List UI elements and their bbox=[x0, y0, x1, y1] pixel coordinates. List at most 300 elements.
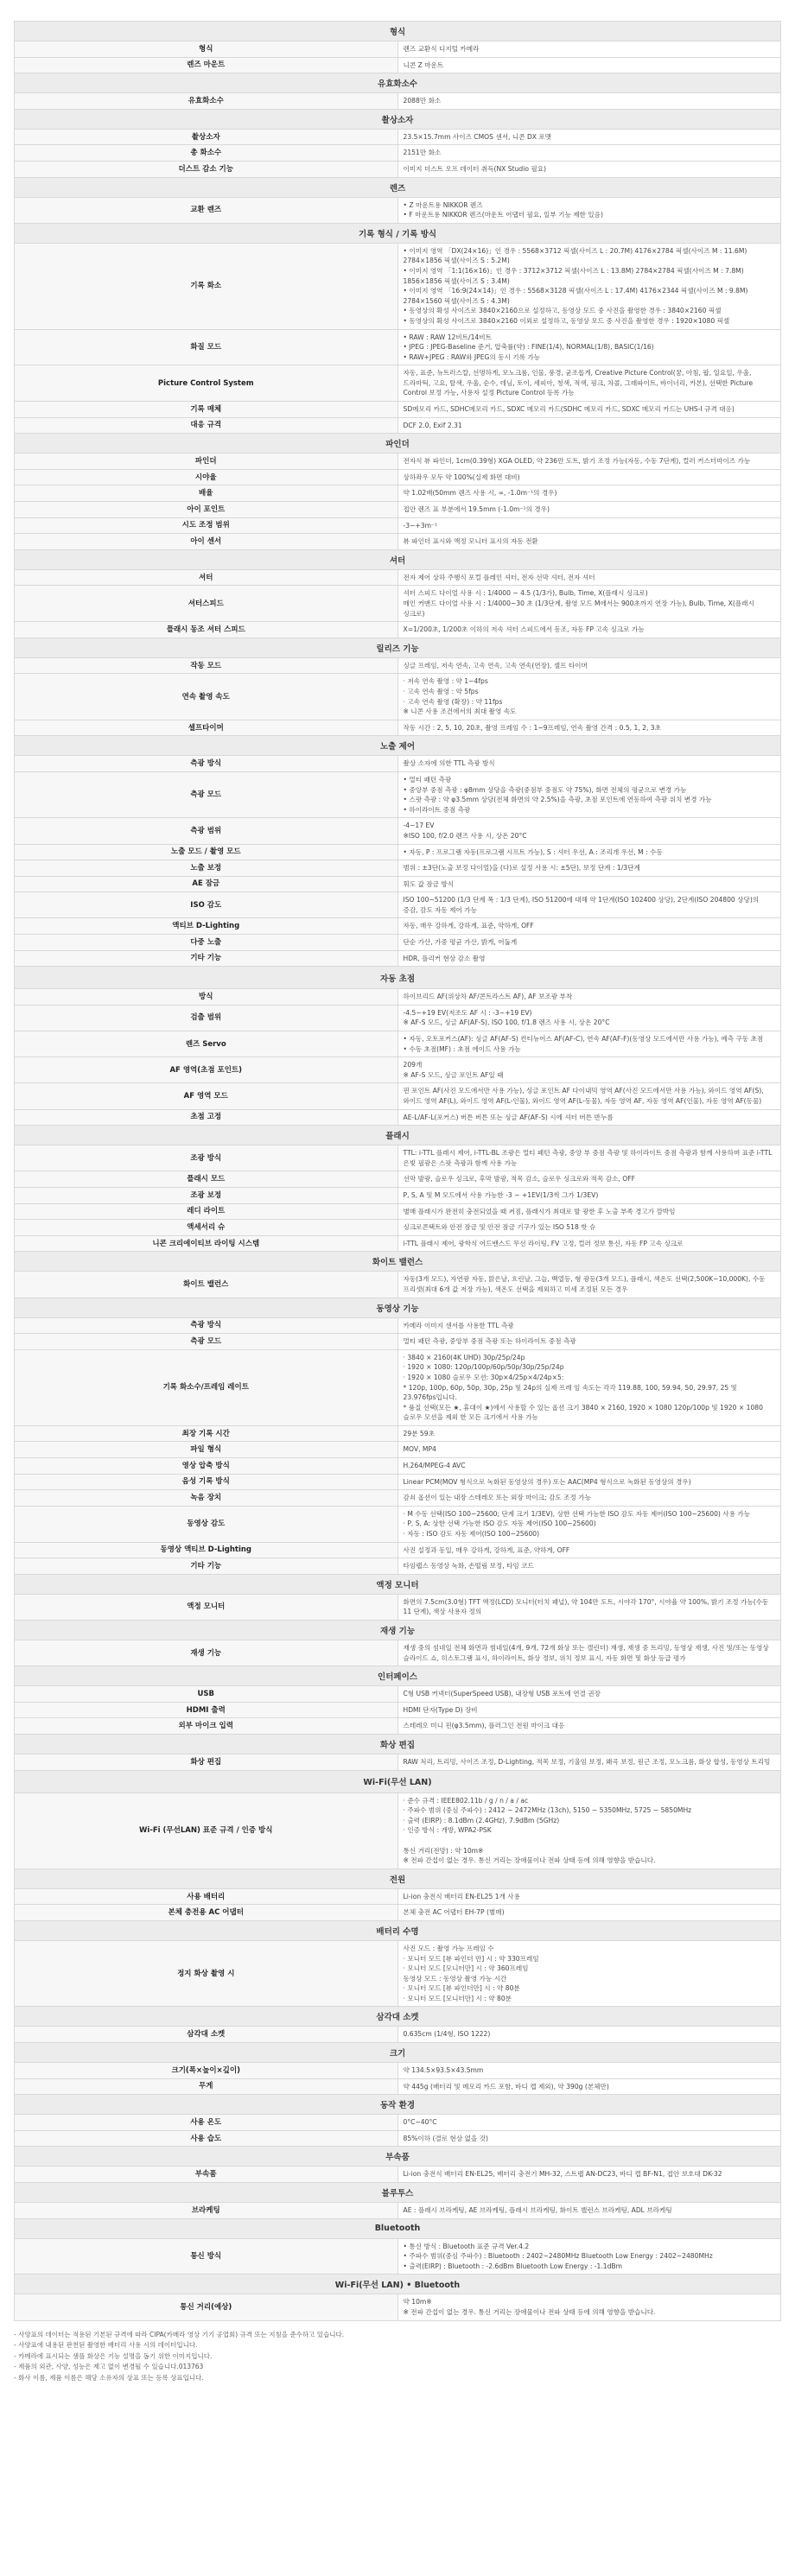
spec-value bbox=[398, 454, 781, 470]
spec-value bbox=[398, 876, 781, 892]
spec-value-line: • JPEG : JPEG-Baseline 준거, 압축률(약) : FINE(1/4), NORMAL(1/8), BASIC(1/16) bbox=[403, 343, 654, 352]
spec-value-line: X=1/200초, 1/200초 이하의 저속 셔터 스피드에서 동조, 자동 FP 고속 싱크로 가능 bbox=[403, 625, 645, 634]
section-title: 배터리 수명 bbox=[15, 1920, 781, 1940]
spec-sheet bbox=[14, 0, 781, 2401]
section-title: 노출 제어 bbox=[15, 736, 781, 756]
spec-row bbox=[15, 93, 781, 110]
footnote-line: - 화사 이름, 제품 이름은 해당 소유자의 상표 또는 등록 상표입니다. bbox=[14, 2373, 204, 2382]
section-title: 자동 초점 bbox=[15, 967, 781, 989]
spec-row bbox=[15, 1558, 781, 1575]
section-header bbox=[15, 22, 781, 41]
spec-row bbox=[15, 657, 781, 674]
spec-label: 파일 형식 bbox=[15, 1442, 398, 1458]
spec-value-line: 화면의 7.5cm(3.0형) TFT 액정(LCD) 모니터(터치 패널), 약 104만 도트, 시야각 170°, 시야율 약 100%, 밝기 조정 가능(수동 11 단계), 색상 사용자 정의 bbox=[403, 1597, 769, 1616]
spec-value-line: ※ AF-S 모드, 싱글 포인트 AF일 때 bbox=[403, 1070, 504, 1079]
spec-row bbox=[15, 622, 781, 638]
spec-value bbox=[398, 1109, 781, 1126]
spec-value-line: Li-ion 충전식 배터리 EN-EL25, 배터리 충전기 MH-32, 스트랩 AN-DC23, 바디 캡 BF-N1, 접안 보호대 DK-32 bbox=[403, 2170, 722, 2179]
spec-value-line: 단순 가산, 가중 평균 가산, 밝게, 어둡게 bbox=[403, 938, 518, 947]
spec-value bbox=[398, 1792, 781, 1869]
spec-value bbox=[398, 402, 781, 418]
spec-value-line: 타임랩스 동영상 녹화, 손떨림 보정, 타임 코드 bbox=[403, 1562, 534, 1570]
spec-value-line: * 120p, 100p, 60p, 50p, 30p, 25p 및 24p의 실제 프레 임 속도는 각각 119.88, 100, 59.94, 50, 29.97, 25 및 23.976fps입니다. bbox=[403, 1383, 737, 1402]
spec-label: 녹음 장치 bbox=[15, 1490, 398, 1507]
spec-value-line: 재생 중의 섬네일 전체 화면과 썸네일(4개, 9개, 72개 화상 또는 캘린더) 재생, 재생 중 트리밍, 동영상 재생, 사진 및/또는 동영상 슬라이드 쇼, 히스토그램 표시, 하이라이트, 화상 정보, 위치 정보 표시, 자동 화면 및 화상 등급 평가 bbox=[403, 1644, 769, 1662]
section-header bbox=[15, 177, 781, 197]
section-title: 크기 bbox=[15, 2043, 781, 2063]
spec-row bbox=[15, 1109, 781, 1126]
section-title: 액정 모니터 bbox=[15, 1574, 781, 1594]
spec-value bbox=[398, 720, 781, 736]
spec-label: 초점 고정 bbox=[15, 1109, 398, 1126]
spec-label: 시도 조정 범위 bbox=[15, 517, 398, 534]
spec-value-line: • 출력(EIRP) : Bluetooth : -2.6dBm Bluetooth Low Energy : -1.1dBm bbox=[403, 2262, 623, 2270]
spec-value-line: 휘도 값 잠금 방식 bbox=[403, 879, 455, 888]
spec-value-line: • 이미지 영역 「DX(24×16)」인 경우 : 5568×3712 픽셀(사이즈 L : 20.7M) 4176×2784 픽셀(사이즈 M : 11.6M) 2784×1856 픽셀(사이즈 S : 5.2M) bbox=[403, 246, 747, 265]
spec-value-line: 접안 렌즈 표 부분에서 19.5mm (-1.0m⁻¹의 경우) bbox=[403, 505, 550, 514]
spec-row bbox=[15, 950, 781, 967]
section-title: Wi-Fi(무선 LAN) bbox=[15, 1770, 781, 1792]
spec-row bbox=[15, 771, 781, 817]
spec-value bbox=[398, 1057, 781, 1083]
spec-row bbox=[15, 1317, 781, 1334]
spec-value-line bbox=[404, 1836, 776, 1846]
section-title: 유효화소수 bbox=[15, 73, 781, 93]
spec-value-line: • RAW : RAW 12비트/14비트 bbox=[403, 333, 492, 341]
section-header bbox=[15, 1734, 781, 1754]
section-title: 렌즈 bbox=[15, 177, 781, 197]
spec-row bbox=[15, 569, 781, 586]
spec-value-line: • 주파수 범위(중심 주파수) : Bluetooth : 2402~2480MHz Bluetooth Low Energy : 2402~2480MHz bbox=[403, 2252, 713, 2261]
spec-value-line: 자동, 표준, 뉴트러스칼, 선명하게, 모노크롬, 인물, 풍경, 균조롭게, Creative Picture Control(꿈, 아침, 팝, 일요일, 우울, 드라마틱, 고요, 탈색, 우울, 순수, 데님, 토이, 세피아, 청색, 적색, 핑크, 차콜, 그래파이트, 바이너리, 카본), 선택한 Picture Control 보정 가능, 사용자 설정 Picture Control 등록 가능 bbox=[403, 369, 754, 397]
spec-value-line: HDMI 단자(Type D) 장비 bbox=[403, 1705, 478, 1714]
spec-value-line: 싱크로콘택트와 안전 잠금 및 안전 잠금 기구가 있는 ISO 518 핫 슈 bbox=[403, 1223, 596, 1232]
spec-label: 측광 범위 bbox=[15, 818, 398, 844]
spec-value bbox=[398, 534, 781, 550]
spec-value-line: · 주파수 범위 (중심 주파수) : 2412 ~ 2472MHz (13ch), 5150 ~ 5350MHz, 5725 ~ 5850MHz bbox=[403, 1806, 692, 1815]
spec-value bbox=[398, 771, 781, 817]
spec-label: 노출 보정 bbox=[15, 860, 398, 877]
spec-row bbox=[15, 1442, 781, 1458]
spec-label: 외부 마이크 입력 bbox=[15, 1718, 398, 1735]
spec-value bbox=[398, 1686, 781, 1703]
spec-value-line: · 모니터 모드 [뷰 파인더 만] 시 : 약 330프레임 bbox=[403, 1954, 539, 1963]
spec-value bbox=[398, 2238, 781, 2275]
spec-value-line: • 자동, P : 프로그램 자동(프로그램 시프트 가능), S : 셔터 우선, A : 조리개 우선, M : 수동 bbox=[403, 847, 663, 856]
spec-value-line: · 자동 : ISO 감도 자동 제어(ISO 100~25600) bbox=[403, 1530, 540, 1539]
spec-label: 기타 기능 bbox=[15, 1558, 398, 1575]
spec-value-line: RAW 처리, 트리밍, 사이즈 조정, D-Lighting, 적목 보정, 기울임 보정, 왜곡 보정, 원근 조정, 모노크롬, 화상 합성, 동영상 트리밍 bbox=[403, 1757, 771, 1766]
spec-value bbox=[398, 1203, 781, 1220]
spec-value-line: 전자식 뷰 파인더, 1cm(0.39형) XGA OLED, 약 236만 도트, 밝기 조정 가능(자동, 수동 7단계), 컬러 커스터마이즈 가능 bbox=[403, 457, 751, 466]
spec-label: 통신 거리(예상) bbox=[15, 2294, 398, 2320]
spec-value-line: • F 마운트용 NIKKOR 렌즈(마운트 어댑터 필요, 일부 기능 제한 있음) bbox=[403, 211, 603, 219]
spec-value-line: 사진 설정과 동일, 매우 강하게, 강하게, 표준, 약하게, OFF bbox=[403, 1545, 570, 1554]
spec-row bbox=[15, 1425, 781, 1442]
spec-value-line: 촬상 소자에 의한 TTL 측광 방식 bbox=[403, 759, 495, 768]
spec-value-line: • 스팟 측광 : 약 φ3.5mm 상당(전체 화면의 약 2.5%)을 측광, 초점 포인트에 연동하여 측광 위치 변경 가능 bbox=[403, 796, 712, 804]
spec-label: 액정 모니터 bbox=[15, 1594, 398, 1620]
spec-value bbox=[398, 1083, 781, 1109]
section-header bbox=[15, 1920, 781, 1940]
spec-value-line: 전자 제어 상하 주행식 포컬 플레인 셔터, 전자 선막 셔터, 전자 셔터 bbox=[403, 573, 595, 581]
spec-value-line: H.264/MPEG-4 AVC bbox=[403, 1462, 466, 1470]
spec-label: 최장 기록 시간 bbox=[15, 1425, 398, 1442]
spec-value-line: · 고속 연속 촬영 : 약 5fps bbox=[403, 687, 479, 695]
spec-value bbox=[398, 2063, 781, 2079]
spec-row bbox=[15, 2203, 781, 2219]
spec-row bbox=[15, 1057, 781, 1083]
section-title: 재생 기능 bbox=[15, 1621, 781, 1640]
footnote-line: - 카메라에 표시되는 샘플 화상은 기능 설명을 돕기 위한 이미지입니다. bbox=[14, 2351, 213, 2360]
spec-value-line: 범위 : ±3단(노출 보정 다이얼)을 (다)로 설정 사용 시: ±5단), 보정 단계 : 1/3단계 bbox=[403, 864, 640, 872]
spec-value bbox=[398, 844, 781, 860]
section-title: 화상 편집 bbox=[15, 1734, 781, 1754]
spec-row bbox=[15, 1334, 781, 1350]
section-header bbox=[15, 1770, 781, 1792]
spec-value-line: ※ AF-S 모드, 싱글 AF(AF-S), ISO 100, f/1.8 렌즈 사용 시, 상온 20°C bbox=[403, 1018, 610, 1027]
spec-value bbox=[398, 2294, 781, 2320]
spec-row bbox=[15, 892, 781, 918]
spec-row bbox=[15, 1754, 781, 1770]
spec-row bbox=[15, 145, 781, 162]
spec-row bbox=[15, 1905, 781, 1921]
spec-value-line: 멀티 패턴 측광, 중앙부 중점 측광 또는 하이라이트 중점 측광 bbox=[403, 1337, 576, 1346]
spec-row bbox=[15, 674, 781, 720]
spec-label: 부속품 bbox=[15, 2167, 398, 2183]
section-title: 파인더 bbox=[15, 434, 781, 454]
section-title: 전원 bbox=[15, 1869, 781, 1888]
spec-label: 노출 모드 / 촬영 모드 bbox=[15, 844, 398, 860]
spec-row bbox=[15, 365, 781, 402]
spec-value-line: 자동(3개 모드), 자연광 자동, 맑은날, 흐린날, 그늘, 백열등, 형 광등(3개 모드), 플래시, 색온도 선택(2,500K~10,000K), 수동 프리셋(최대 6개 값 저장 가능), 색온도 선택을 제외하고 미세 조정된 모든 경우 bbox=[403, 1275, 766, 1293]
spec-row bbox=[15, 2294, 781, 2320]
spec-label: 형식 bbox=[15, 41, 398, 58]
spec-label: 작동 모드 bbox=[15, 657, 398, 674]
spec-value bbox=[398, 1558, 781, 1575]
spec-value-line: · 1920 × 1080: 120p/100p/60p/50p/30p/25p/24p bbox=[403, 1363, 564, 1372]
spec-value-line: 동영상 모드 : 동영상 촬영 가능 시간 bbox=[403, 1974, 507, 1983]
spec-label: HDMI 출력 bbox=[15, 1702, 398, 1718]
spec-label: 총 화소수 bbox=[15, 145, 398, 162]
spec-value-line: • 동영상의 확성 사이즈로 3840×2160 이외로 설정하고, 동영상 모드 중 사진을 촬영한 경우 : 1920×1080 픽셀 bbox=[403, 316, 730, 325]
spec-value-line: 하이브리드 AF(위상차 AF/콘트라스트 AF), AF 보조광 부착 bbox=[403, 993, 573, 1001]
section-title: 삼각대 소켓 bbox=[15, 2007, 781, 2027]
spec-value bbox=[398, 93, 781, 110]
spec-table bbox=[14, 21, 781, 2321]
spec-row bbox=[15, 329, 781, 365]
spec-label: 사용 습도 bbox=[15, 2130, 398, 2147]
spec-label: 기록 매체 bbox=[15, 402, 398, 418]
section-header bbox=[15, 73, 781, 93]
spec-value bbox=[398, 1171, 781, 1188]
spec-label: 기록 화소 bbox=[15, 243, 398, 329]
spec-label: 동영상 감도 bbox=[15, 1506, 398, 1542]
spec-value bbox=[398, 1272, 781, 1298]
spec-value-line: ISO 100~51200 (1/3 단계 폭 : 1/3 단계), ISO 51200에 대해 약 1단계(ISO 102400 상당), 2단계(ISO 204800 상당)의 증감, 감도 자동 제어 가능 bbox=[403, 896, 760, 914]
spec-value-line: 약 10m※ bbox=[403, 2298, 432, 2306]
spec-value bbox=[398, 1349, 781, 1425]
spec-label: 아이 포인트 bbox=[15, 502, 398, 518]
spec-value bbox=[398, 1594, 781, 1620]
section-header bbox=[15, 2095, 781, 2115]
spec-value bbox=[398, 469, 781, 485]
spec-value bbox=[398, 818, 781, 844]
spec-label: 기타 기능 bbox=[15, 950, 398, 967]
section-header bbox=[15, 1252, 781, 1272]
spec-row bbox=[15, 129, 781, 145]
spec-value-line: 2088만 화소 bbox=[403, 97, 442, 105]
spec-value bbox=[398, 1888, 781, 1905]
spec-label: 동영상 액티브 D-Lighting bbox=[15, 1542, 398, 1558]
spec-value-line: Linear PCM(MOV 형식으로 녹화된 동영상의 경우) 또는 AAC(MP4 형식으로 녹화된 동영상의 경우) bbox=[403, 1477, 691, 1486]
spec-row bbox=[15, 1702, 781, 1718]
spec-row bbox=[15, 2115, 781, 2131]
spec-label: 연속 촬영 속도 bbox=[15, 674, 398, 720]
section-title: 부속품 bbox=[15, 2147, 781, 2167]
spec-label: 측광 방식 bbox=[15, 1317, 398, 1334]
spec-value-line: 0.635cm (1/4형, ISO 1222) bbox=[403, 2030, 491, 2039]
section-header bbox=[15, 2218, 781, 2238]
spec-label: 본체 충전용 AC 어댑터 bbox=[15, 1905, 398, 1921]
spec-label: 측광 모드 bbox=[15, 1334, 398, 1350]
spec-label: 액티브 D-Lighting bbox=[15, 918, 398, 935]
spec-label: AE 잠금 bbox=[15, 876, 398, 892]
spec-row bbox=[15, 2027, 781, 2043]
spec-label: 측광 모드 bbox=[15, 771, 398, 817]
spec-value-line: 85%이하 (결로 현상 없을 것) bbox=[403, 2134, 488, 2142]
spec-value bbox=[398, 329, 781, 365]
spec-label: 플래시 모드 bbox=[15, 1171, 398, 1188]
spec-value-line: • 이미지 영역 「1:1(16×16)」인 경우 : 3712×3712 픽셀(사이즈 L : 13.8M) 2784×2784 픽셀(사이즈 M : 7.8M) 1856×1856 픽셀(사이즈 S : 3.4M) bbox=[403, 266, 744, 285]
footnote-line: - 사양표에 내용된 판천된 촬영한 배터리 사용 시의 데이터입니다. bbox=[14, 2341, 198, 2350]
spec-row bbox=[15, 2063, 781, 2079]
spec-row bbox=[15, 935, 781, 951]
spec-row bbox=[15, 1005, 781, 1031]
spec-row bbox=[15, 756, 781, 772]
spec-value-line: 렌즈 교환식 디지털 카메라 bbox=[403, 45, 480, 53]
spec-row bbox=[15, 454, 781, 470]
spec-value bbox=[398, 1542, 781, 1558]
spec-value-line: 29분 59초 bbox=[403, 1429, 435, 1437]
spec-row bbox=[15, 1506, 781, 1542]
spec-label: 크기(폭×높이×깊이) bbox=[15, 2063, 398, 2079]
spec-row bbox=[15, 989, 781, 1006]
spec-value-line: • RAW+JPEG : RAW와 JPEG의 동시 기록 가능 bbox=[403, 352, 540, 361]
spec-row bbox=[15, 1640, 781, 1666]
spec-value bbox=[398, 1031, 781, 1057]
spec-label: 조광 방식 bbox=[15, 1145, 398, 1171]
spec-value-line: * 품질 선택(모든 ★, 휴대이 ★)에서 사용할 수 있는 옵션 크기 3840 × 2160, 1920 × 1080 120p/100p 및 1920 × 1080 슬로우 모션을 제외 한 모든 크기에서 사용 가능 bbox=[403, 1403, 763, 1422]
spec-row bbox=[15, 918, 781, 935]
spec-row bbox=[15, 41, 781, 58]
spec-label: 기록 화소수/프레임 레이트 bbox=[15, 1349, 398, 1425]
spec-value bbox=[398, 1458, 781, 1475]
spec-value-line: 약 134.5×93.5×43.5mm bbox=[403, 2066, 484, 2075]
spec-label: 사용 온도 bbox=[15, 2115, 398, 2131]
spec-row bbox=[15, 1235, 781, 1252]
spec-label: 레디 라이트 bbox=[15, 1203, 398, 1220]
spec-value-line: 별매 플래시가 완전히 충전되었을 때 켜짐, 플래시가 최대로 발 광한 후 노출 부족 경고가 깜박임 bbox=[403, 1207, 676, 1215]
spec-row bbox=[15, 2078, 781, 2095]
spec-label: 정지 화상 촬영 시 bbox=[15, 1940, 398, 2007]
section-header bbox=[15, 2007, 781, 2027]
spec-value-line: · 모니터 모드 [뷰 파인더만] 시 : 약 80분 bbox=[403, 1984, 520, 1993]
spec-value-line: 카메라 이미지 센서를 사용한 TTL 측광 bbox=[403, 1321, 514, 1329]
spec-value-line: • 동영상의 확성 사이즈로 3840×2160으로 설정하고, 동영상 모드 중 사진을 촬영한 경우 : 3840×2160 픽셀 bbox=[403, 307, 722, 315]
spec-value bbox=[398, 417, 781, 434]
spec-value-line: 셔터 스피드 다이얼 사용 시 : 1/4000 ~ 4.5 (1/3가), Bulb, Time, X(플래시 싱크로) bbox=[403, 589, 648, 598]
section-header bbox=[15, 223, 781, 243]
spec-value-line: DCF 2.0, Exif 2.31 bbox=[403, 421, 462, 429]
spec-value bbox=[398, 1145, 781, 1171]
spec-value bbox=[398, 1187, 781, 1203]
spec-label: 화상 편집 bbox=[15, 1754, 398, 1770]
spec-value-line: 이미지 더스트 오프 데이터 취득(NX Studio 필요) bbox=[403, 164, 547, 173]
spec-label: 액세서리 슈 bbox=[15, 1220, 398, 1236]
spec-value-line: 자동, 매우 강하게, 강하게, 표준, 약하게, OFF bbox=[403, 922, 534, 930]
spec-value-line: 0°C~40°C bbox=[403, 2118, 437, 2127]
section-title: 기록 형식 / 기록 방식 bbox=[15, 223, 781, 243]
spec-row bbox=[15, 502, 781, 518]
spec-value-line: 2151만 화소 bbox=[403, 149, 442, 157]
spec-row bbox=[15, 1686, 781, 1703]
spec-row bbox=[15, 57, 781, 73]
spec-value-line: · 모니터 모드 [모니터만] 시 : 약 80분 bbox=[403, 1994, 512, 2002]
section-title: 셔터 bbox=[15, 549, 781, 569]
spec-row bbox=[15, 1542, 781, 1558]
spec-value-line: ※ 전파 간섭이 없는 경우. 통신 거리는 장애물이나 전파 상태 등에 의해 영향을 받습니다. bbox=[403, 2308, 656, 2316]
spec-row bbox=[15, 1474, 781, 1490]
spec-value-line: -4.5~+19 EV(저조도 AF 시 : -3~+19 EV) bbox=[403, 1008, 532, 1017]
spec-value-line: • 통신 방식 : Bluetooth 표준 규격 Ver.4.2 bbox=[403, 2242, 530, 2250]
spec-value bbox=[398, 129, 781, 145]
spec-value bbox=[398, 674, 781, 720]
spec-label: 사용 배터리 bbox=[15, 1888, 398, 1905]
spec-value-line: · 3840 × 2160(4K UHD) 30p/25p/24p bbox=[403, 1353, 525, 1361]
spec-label: 니콘 크리에이티브 라이팅 시스템 bbox=[15, 1235, 398, 1252]
spec-row bbox=[15, 1458, 781, 1475]
spec-value bbox=[398, 1474, 781, 1490]
spec-label: 음성 기록 방식 bbox=[15, 1474, 398, 1490]
spec-label: ISO 감도 bbox=[15, 892, 398, 918]
spec-value-line: 209개 bbox=[403, 1061, 423, 1069]
spec-row bbox=[15, 1187, 781, 1203]
spec-label: 측광 방식 bbox=[15, 756, 398, 772]
spec-value bbox=[398, 892, 781, 918]
spec-label: AF 영역 모드 bbox=[15, 1083, 398, 1109]
spec-row bbox=[15, 1888, 781, 1905]
spec-value-line: · 준수 규격 : IEEE802.11b / g / n / a / ac bbox=[403, 1796, 529, 1805]
spec-label: 화질 모드 bbox=[15, 329, 398, 365]
section-header bbox=[15, 434, 781, 454]
spec-row bbox=[15, 417, 781, 434]
spec-row bbox=[15, 1940, 781, 2007]
spec-value bbox=[398, 935, 781, 951]
spec-label: 검출 범위 bbox=[15, 1005, 398, 1031]
spec-value bbox=[398, 1235, 781, 1252]
spec-value bbox=[398, 1442, 781, 1458]
spec-value bbox=[398, 918, 781, 935]
spec-value-line: Li-ion 충전식 배터리 EN-EL25 1개 사용 bbox=[403, 1892, 520, 1900]
spec-value bbox=[398, 2203, 781, 2219]
spec-value bbox=[398, 569, 781, 586]
spec-label: 셀프타이머 bbox=[15, 720, 398, 736]
spec-row bbox=[15, 469, 781, 485]
spec-value bbox=[398, 1425, 781, 1442]
spec-label: 삼각대 소켓 bbox=[15, 2027, 398, 2043]
spec-value bbox=[398, 1506, 781, 1542]
section-header bbox=[15, 1574, 781, 1594]
spec-value-line: C형 USB 커넥터(SuperSpeed USB), 내장형 USB 포트에 연결 권장 bbox=[403, 1690, 601, 1698]
section-header bbox=[15, 1298, 781, 1317]
spec-row bbox=[15, 2130, 781, 2147]
section-header bbox=[15, 1126, 781, 1145]
spec-value-line: · 1920 × 1080 슬로우 모션: 30p×4/25p×4/24p×5: bbox=[403, 1373, 564, 1381]
spec-value bbox=[398, 145, 781, 162]
spec-value bbox=[398, 2115, 781, 2131]
spec-row bbox=[15, 243, 781, 329]
section-title: 동영상 기능 bbox=[15, 1298, 781, 1317]
spec-row bbox=[15, 720, 781, 736]
spec-label: 대응 규격 bbox=[15, 417, 398, 434]
spec-value-line: · 출력 (EIRP) : 8.1dBm (2.4GHz), 7.9dBm (5GHz) bbox=[403, 1816, 560, 1824]
section-title: 화이트 밸런스 bbox=[15, 1252, 781, 1272]
spec-row bbox=[15, 1490, 781, 1507]
section-title: 인터페이스 bbox=[15, 1666, 781, 1686]
spec-row bbox=[15, 161, 781, 177]
spec-label: 방식 bbox=[15, 989, 398, 1006]
section-header bbox=[15, 109, 781, 129]
spec-value-line: ※ 전파 간섭이 없는 경우. 통신 거리는 장애물이나 전파 상태 등에 의해 영향을 받습니다. bbox=[403, 1856, 656, 1865]
spec-label: 다중 노출 bbox=[15, 935, 398, 951]
spec-label: 시야율 bbox=[15, 469, 398, 485]
spec-value-line: • 멀티 패턴 측광 bbox=[403, 775, 452, 784]
spec-value-line: AE : 플래시 브라케팅, AE 브라케팅, 플래시 브라케팅, 화이트 밸런스 브라케팅, ADL 브라케팅 bbox=[403, 2206, 672, 2215]
spec-label: 렌즈 마운트 bbox=[15, 57, 398, 73]
spec-value bbox=[398, 517, 781, 534]
spec-value-line: • Z 마운트용 NIKKOR 렌즈 bbox=[403, 200, 483, 209]
spec-label: Picture Control System bbox=[15, 365, 398, 402]
spec-value bbox=[398, 756, 781, 772]
spec-label: USB bbox=[15, 1686, 398, 1703]
spec-value-line: 약 1.02배(50mm 렌즈 사용 시, ∞, -1.0m⁻¹의 경우) bbox=[403, 489, 557, 498]
section-header bbox=[15, 967, 781, 989]
section-title: Wi-Fi(무선 LAN) • Bluetooth bbox=[15, 2275, 781, 2294]
section-title: Bluetooth bbox=[15, 2218, 781, 2238]
spec-row bbox=[15, 1220, 781, 1236]
spec-value bbox=[398, 1702, 781, 1718]
spec-label: 파인더 bbox=[15, 454, 398, 470]
spec-value-line: -4~17 EV bbox=[403, 822, 435, 830]
spec-value-line: · 인증 방식 : 개방, WPA2-PSK bbox=[403, 1826, 492, 1835]
spec-value-line: · 모니터 모드 [모니터만] 시 : 약 360프레임 bbox=[403, 1964, 529, 1973]
spec-value bbox=[398, 2130, 781, 2147]
section-header bbox=[15, 1869, 781, 1888]
spec-value bbox=[398, 485, 781, 502]
spec-label: 배율 bbox=[15, 485, 398, 502]
footnote-line: - 사양표의 데이터는 적용된 기본된 규격에 따라 CIPA(카메라 영상 기기 공업회) 규격 또는 지침을 준수하고 있습니다. bbox=[14, 2330, 345, 2338]
section-header bbox=[15, 638, 781, 657]
spec-value-line: ※ISO 100, f/2.0 렌즈 사용 시, 상온 20°C bbox=[403, 831, 527, 840]
section-title: 블루투스 bbox=[15, 2183, 781, 2203]
spec-label: 통신 방식 bbox=[15, 2238, 398, 2275]
spec-value-line: • 자동, 오토포커스(AF): 싱글 AF(AF-S) 컨티뉴어스 AF(AF-C), 연속 AF(AF-F)(동영상 모드에서만 사용 가능), 예측 구동 초점 bbox=[403, 1035, 764, 1044]
spec-value bbox=[398, 1905, 781, 1921]
spec-value-line: 23.5×15.7mm 사이즈 CMOS 센서, 니콘 DX 포맷 bbox=[403, 132, 552, 141]
spec-value bbox=[398, 1754, 781, 1770]
spec-value-line: 통신 거리(전망) : 약 10m※ bbox=[403, 1846, 484, 1855]
